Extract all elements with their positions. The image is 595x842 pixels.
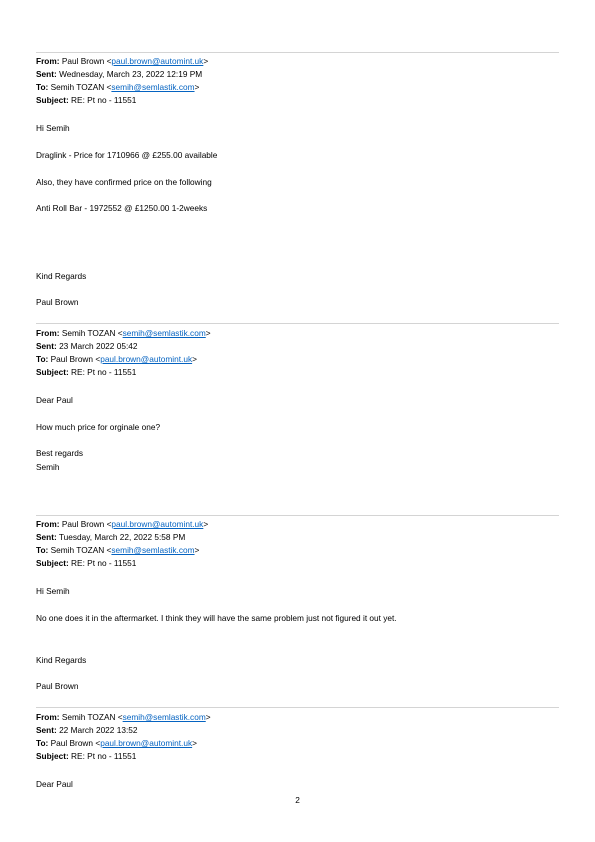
body-line: Best regards [36, 448, 84, 458]
body-line: Dear Paul [36, 395, 73, 405]
body-line: Hi Semih [36, 123, 70, 133]
body-line: Anti Roll Bar - 1972552 @ £1250.00 1-2weeks [36, 203, 208, 213]
email-link[interactable]: semih@semlastik.com [111, 545, 195, 555]
subject-line: Subject: RE: Pt no - 11551 [36, 367, 137, 377]
sent-line: Sent: Wednesday, March 23, 2022 12:19 PM [36, 69, 203, 79]
from-line: From: Semih TOZAN <semih@semlastik.com> [36, 328, 211, 338]
body-line: Paul Brown [36, 681, 79, 691]
sent-line: Sent: 23 March 2022 05:42 [36, 341, 138, 351]
body-line: Paul Brown [36, 297, 79, 307]
subject-line: Subject: RE: Pt no - 11551 [36, 558, 137, 568]
email-link[interactable]: paul.brown@automint.uk [100, 354, 193, 364]
email-link[interactable]: semih@semlastik.com [111, 82, 195, 92]
subject-line: Subject: RE: Pt no - 11551 [36, 95, 137, 105]
to-line: To: Paul Brown <paul.brown@automint.uk> [36, 738, 197, 748]
subject-line: Subject: RE: Pt no - 11551 [36, 751, 137, 761]
email-link[interactable]: semih@semlastik.com [122, 712, 206, 722]
from-line: From: Paul Brown <paul.brown@automint.uk> [36, 56, 209, 66]
body-line: Kind Regards [36, 271, 87, 281]
body-line: No one does it in the aftermarket. I think they will have the same problem just not figured it out yet. [36, 613, 397, 623]
from-line: From: Paul Brown <paul.brown@automint.uk> [36, 519, 209, 529]
to-line: To: Semih TOZAN <semih@semlastik.com> [36, 545, 200, 555]
body-line: Hi Semih [36, 586, 70, 596]
sent-line: Sent: Tuesday, March 22, 2022 5:58 PM [36, 532, 186, 542]
separator [36, 52, 559, 53]
body-line: Kind Regards [36, 655, 87, 665]
email-link[interactable]: semih@semlastik.com [122, 328, 206, 338]
separator [36, 515, 559, 516]
from-line: From: Semih TOZAN <semih@semlastik.com> [36, 712, 211, 722]
page-number: 2 [295, 795, 300, 805]
separator [36, 707, 559, 708]
to-line: To: Semih TOZAN <semih@semlastik.com> [36, 82, 200, 92]
body-line: Semih [36, 462, 60, 472]
email-link[interactable]: paul.brown@automint.uk [100, 738, 193, 748]
email-link[interactable]: paul.brown@automint.uk [111, 56, 204, 66]
separator [36, 323, 559, 324]
body-line: Dear Paul [36, 779, 73, 789]
body-line: Draglink - Price for 1710966 @ £255.00 available [36, 150, 218, 160]
email-link[interactable]: paul.brown@automint.uk [111, 519, 204, 529]
body-line: How much price for orginale one? [36, 422, 161, 432]
body-line: Also, they have confirmed price on the following [36, 177, 212, 187]
sent-line: Sent: 22 March 2022 13:52 [36, 725, 138, 735]
to-line: To: Paul Brown <paul.brown@automint.uk> [36, 354, 197, 364]
